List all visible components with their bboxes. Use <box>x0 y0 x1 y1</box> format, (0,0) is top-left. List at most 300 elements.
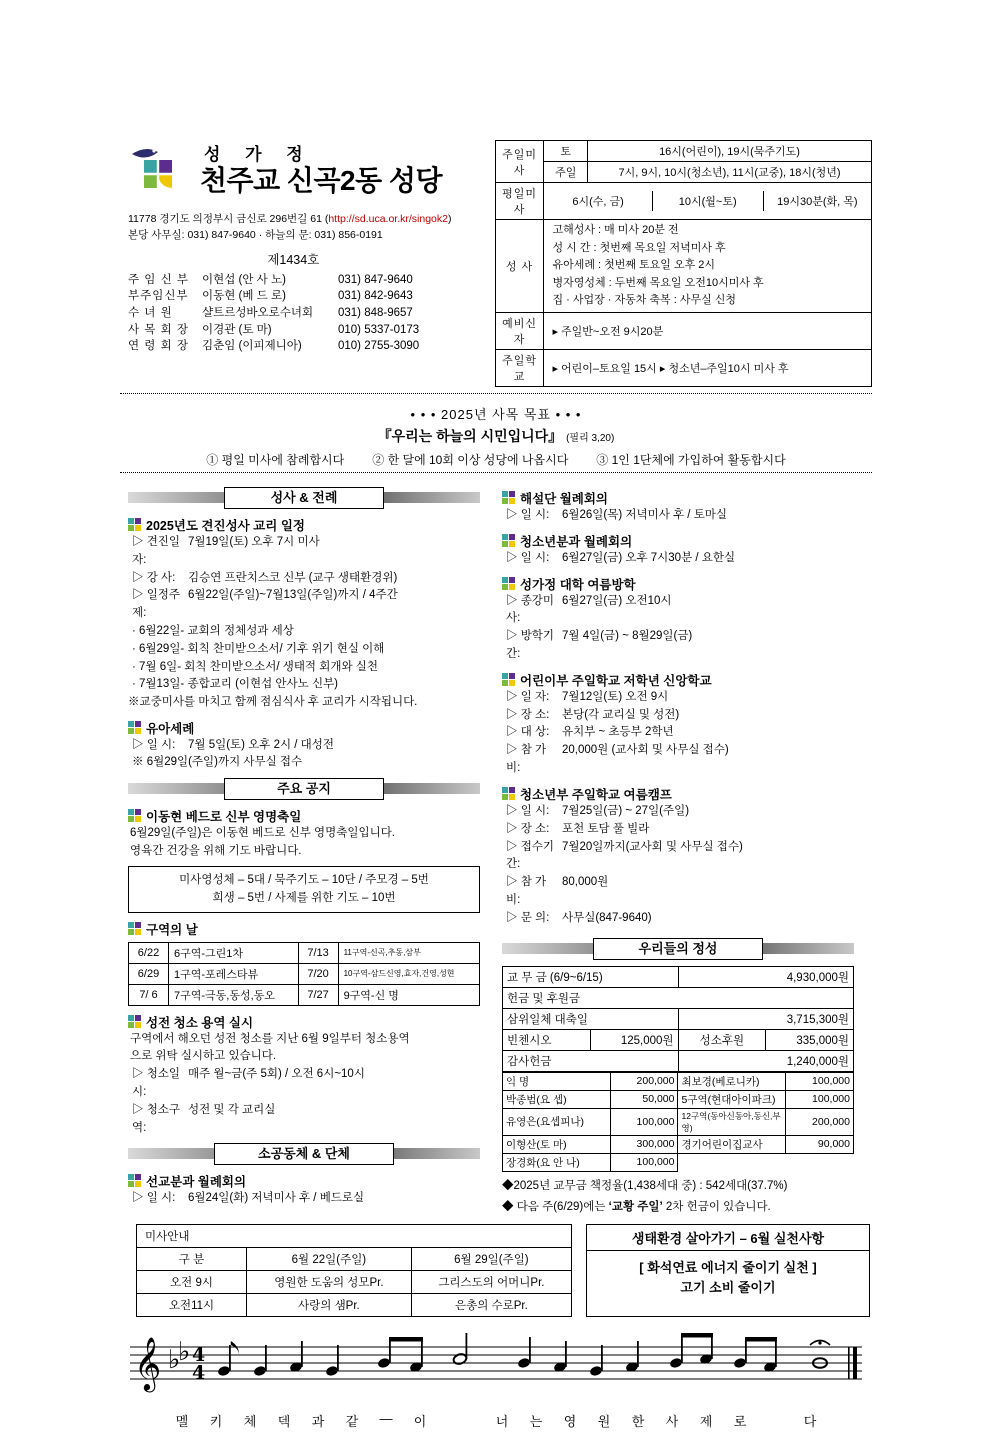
cross-icon <box>128 518 141 531</box>
lyric-syllable: 이 <box>413 1413 427 1429</box>
lyric-syllable: 멜 <box>175 1413 189 1429</box>
district-date: 7/27 <box>298 984 338 1005</box>
detail-key: ▷ 일 시: <box>506 508 550 521</box>
cleaning-body-1: 구역에서 해오던 성전 청소를 지난 6월 9일부터 청소용역 <box>130 1032 410 1045</box>
eco-line-1: [ 화석연료 에너지 줄이기 실천 ] <box>639 1259 817 1275</box>
detail-line <box>506 507 854 525</box>
detail-value: 7월 5일(토) 오후 2시 / 대성전 <box>188 738 334 751</box>
item-title: 어린이부 주일학교 저학년 신앙학교 <box>520 673 712 688</box>
staff-role: 연 령 회 장 <box>128 340 190 353</box>
eco-line-2: 고기 소비 줄이기 <box>680 1280 776 1296</box>
detail-line <box>132 534 480 570</box>
district-name: 1구역-포레스타뷰 <box>169 963 299 984</box>
staff-name: 이경관 (토 마) <box>202 323 272 336</box>
donor-amount: 200,000 <box>786 1108 854 1135</box>
music-score <box>120 1323 872 1433</box>
detail-line <box>506 550 854 568</box>
district-date: 7/ 6 <box>129 984 169 1005</box>
content-columns <box>0 473 992 1214</box>
detail-key: ▷ 종강미사: <box>506 594 555 625</box>
section-header-sacraments <box>128 487 480 509</box>
issue-number: 제1434호 <box>267 252 320 267</box>
gyomu-value: 4,930,000원 <box>678 966 854 987</box>
goal-quote <box>0 426 992 446</box>
detail-value: 7월19일(토) 오후 7시 미사 <box>188 535 320 548</box>
detail-key: ▷ 장 소: <box>506 708 550 721</box>
table-row <box>503 1072 854 1090</box>
detail-line <box>506 689 854 707</box>
svg-text:𝄞: 𝄞 <box>134 1335 162 1390</box>
detail-line <box>506 874 854 910</box>
staff-row <box>128 338 479 355</box>
item-title: 해설단 월례회의 <box>520 491 608 506</box>
table-row <box>137 1224 572 1247</box>
cross-icon <box>128 721 141 734</box>
sunday-label: 주일 <box>544 162 588 183</box>
detail-line <box>132 570 480 588</box>
detail-value: 6월24일(화) 저녁미사 후 / 베드로실 <box>188 1192 365 1205</box>
item-body <box>132 737 480 773</box>
item-infant-baptism <box>128 719 480 773</box>
parish-office-phones: 본당 사무실: 031) 847-9640 · 하늘의 문: 031) 856-0191 <box>128 229 383 242</box>
staff-role: 사 목 회 장 <box>128 323 190 336</box>
feast-body-2: 영육간 건강을 위해 기도 바랍니다. <box>130 844 302 857</box>
donor-amount: 200,000 <box>610 1072 678 1090</box>
district-name: 6구역-그린1차 <box>169 942 299 963</box>
detail-value: 본당(각 교리실 및 성전) <box>562 708 680 721</box>
detail-line <box>132 737 480 755</box>
staff-row <box>128 288 479 305</box>
district-date: 6/29 <box>129 963 169 984</box>
detail-value: 20,000원 (교사회 및 사무실 접수) <box>562 744 729 757</box>
item-title-row <box>502 671 854 689</box>
lyric-syllable: 로 <box>733 1413 747 1429</box>
offering-value: 125,000원 <box>590 1029 678 1050</box>
goal-item: ③ 1인 1단체에 가입하여 활동합시다 <box>596 452 786 467</box>
staff-tel: 010) 5337-0173 <box>338 323 420 336</box>
item-body <box>132 1190 480 1208</box>
weekday-mass-1: 6시(수, 금) <box>544 191 652 211</box>
table-row <box>503 1029 854 1050</box>
parish-title-block <box>200 146 442 195</box>
guide-value: 사랑의 샘Pr. <box>247 1293 412 1316</box>
section-header-notices <box>128 778 480 800</box>
mass-guide-table <box>136 1224 572 1317</box>
donor-name: 5구역(현대아이파크) <box>678 1090 786 1108</box>
detail-key: ▷ 견진일자: <box>132 535 181 566</box>
detail-value: 포천 토담 풀 빌라 <box>562 822 650 835</box>
baptism-note: ※ 6월29일(주일)까지 사무실 접수 <box>132 756 303 769</box>
lyric-syllable: 영 <box>563 1413 577 1429</box>
parish-small-title: 성 가 정 <box>204 145 313 165</box>
donor-name: 유영은(요셉피나) <box>503 1108 611 1135</box>
section-header-community <box>128 1143 480 1165</box>
item-body <box>132 534 480 694</box>
donor-amount: 50,000 <box>610 1090 678 1108</box>
staff-tel: 010) 2755-3090 <box>338 340 420 353</box>
detail-line <box>132 1066 480 1102</box>
feast-body-1: 6월29일(주일)은 이동현 베드로 신부 영명축일입니다. <box>130 827 395 840</box>
item-body <box>506 689 854 778</box>
donor-amount: 100,000 <box>786 1072 854 1090</box>
donor-amount: 100,000 <box>610 1108 678 1135</box>
staff-name: 이동현 (베 드 로) <box>202 290 286 303</box>
detail-key: ▷ 장 소: <box>506 822 550 835</box>
item-title-row <box>502 489 854 507</box>
staff-name: 김춘임 (이피제니아) <box>202 340 302 353</box>
guide-value: 은총의 수로Pr. <box>411 1293 571 1316</box>
donor-name: 이형산(토 마) <box>503 1135 611 1153</box>
goal-quote-text: 『우리는 하늘의 시민입니다』 <box>377 427 563 444</box>
item-title: 성가정 대학 여름방학 <box>520 577 636 592</box>
goal-quote-ref: (필리 3,20) <box>566 432 615 444</box>
item-title-row <box>128 807 480 825</box>
detail-value: 7월 4일(금) ~ 8월29일(금) <box>562 630 693 643</box>
svg-text:♭: ♭ <box>178 1336 191 1367</box>
parish-logo-icon <box>128 140 190 202</box>
detail-value: 6월27일(금) 오전10시 <box>562 594 672 607</box>
item-body <box>506 507 854 525</box>
staff-tel: 031) 847-9640 <box>338 273 413 286</box>
donor-amount: 100,000 <box>610 1153 678 1171</box>
detail-line <box>506 821 854 839</box>
address-tail: ) <box>448 213 452 225</box>
table-row <box>503 1108 854 1135</box>
topic-line: · 7월13일- 종합교리 (이현섭 안사노 신부) <box>132 678 339 691</box>
section-header-offering <box>502 938 854 960</box>
table-row <box>503 1153 854 1171</box>
detail-line <box>132 1190 480 1208</box>
thanksgiving-table <box>502 1072 854 1172</box>
left-column <box>128 481 480 1214</box>
item-body <box>506 550 854 568</box>
weekday-mass-3: 19시30분(화, 목) <box>777 196 858 208</box>
guide-time: 오전 9시 <box>137 1270 247 1293</box>
table-row <box>129 963 480 984</box>
eco-practice-box <box>586 1224 870 1317</box>
item-title-row <box>128 719 480 737</box>
detail-value: 김승연 프란치스코 신부 (교구 생태환경위) <box>188 571 398 584</box>
detail-line <box>506 628 854 664</box>
detail-line <box>506 724 854 742</box>
sunday-school-label: 주일학교 <box>495 349 544 386</box>
weekday-mass-label: 평일미사 <box>495 183 544 220</box>
detail-value: 80,000원 <box>562 876 609 889</box>
lyric-syllable: 키 <box>209 1413 223 1429</box>
guide-col-2: 6월 29일(주일) <box>411 1247 571 1270</box>
detail-value: 7월20일까지(교사회 및 사무실 접수) <box>562 840 743 853</box>
detail-value: 6월27일(금) 오후 7시30분 / 요한실 <box>562 551 736 564</box>
detail-value: 6월22일(주일)~7월13일(주일)까지 / 4주간 <box>188 589 398 602</box>
detail-key: ▷ 접수기간: <box>506 840 555 871</box>
goal-items <box>0 451 992 468</box>
donor-amount: 300,000 <box>610 1135 678 1153</box>
detail-key: ▷ 청소일시: <box>132 1068 181 1098</box>
guide-col-0: 구 분 <box>137 1247 247 1270</box>
table-row <box>503 966 854 987</box>
detail-key: ▷ 일 시: <box>132 1192 176 1205</box>
item-title: 구역의 날 <box>146 922 198 937</box>
detail-key: ▷ 일 자: <box>506 690 550 703</box>
detail-line <box>506 839 854 875</box>
detail-line <box>506 910 854 928</box>
detail-value: 6월26일(목) 저녁미사 후 / 토마실 <box>562 508 728 521</box>
item-title: 이동현 베드로 신부 영명축일 <box>146 810 302 825</box>
donor-name: 박종범(요 셉) <box>503 1090 611 1108</box>
logo-row <box>128 140 479 202</box>
sunday-value: 7시, 9시, 10시(청소년), 11시(교중), 18시(청년) <box>588 162 872 183</box>
sacrament-line: 집 · 사업장 · 자동차 축복 : 사무실 신청 <box>552 294 737 307</box>
svg-text:♭: ♭ <box>168 1344 181 1375</box>
offering-footnote-2 <box>502 1198 854 1214</box>
detail-key: ▷ 문 의: <box>506 911 550 924</box>
parish-website-link[interactable]: http://sd.uca.or.kr/singok2 <box>328 213 448 225</box>
guide-value: 그리스도의 어머니Pr. <box>411 1270 571 1293</box>
sacrament-line: 성 시 간 : 첫번째 목요일 저녁미사 후 <box>552 241 726 254</box>
section-title: 성사 & 전례 <box>224 487 384 509</box>
lyric-syllable: 한 <box>631 1413 645 1429</box>
foot2-highlight: ‘교황 주일’ <box>608 1200 663 1213</box>
district-name: 9구역-신 명 <box>338 984 479 1005</box>
offering-value: 3,715,300원 <box>678 1008 854 1029</box>
lyric-syllable: — <box>379 1410 393 1426</box>
table-row <box>137 1247 572 1270</box>
topic-line: · 6월29일- 회칙 찬미받으소서/ 기후 위기 현실 이해 <box>132 642 385 655</box>
cross-icon <box>128 922 141 935</box>
cleaning-details <box>132 1066 480 1137</box>
item-title: 성전 청소 용역 실시 <box>146 1015 254 1030</box>
empty-cell <box>786 1153 854 1171</box>
divider <box>120 393 872 394</box>
donor-name: 12구역(동아신동아,동신,부영) <box>678 1108 786 1135</box>
eco-title: 생태환경 살아가기 – 6월 실천사항 <box>587 1225 869 1251</box>
offering-label: 감사헌금 <box>503 1050 679 1071</box>
cross-icon <box>128 1174 141 1187</box>
detail-value: 유치부 ~ 초등부 2학년 <box>562 726 674 739</box>
donor-name: 익 명 <box>503 1072 611 1090</box>
header-left <box>128 140 479 355</box>
detail-key: ▷ 일 시: <box>506 551 550 564</box>
sacrament-line: 고해성사 : 매 미사 20분 전 <box>552 224 679 236</box>
lyric-spacer <box>757 1411 793 1430</box>
offering-label: 삼위일체 대축일 <box>503 1008 679 1029</box>
guide-value: 영원한 도움의 성모Pr. <box>247 1270 412 1293</box>
district-date: 7/20 <box>298 963 338 984</box>
table-row <box>137 1270 572 1293</box>
section-title: 주요 공지 <box>224 778 384 800</box>
item-mission-meeting <box>128 1172 480 1208</box>
detail-key: ▷ 청소구역: <box>132 1103 181 1134</box>
staff-tel: 031) 842-9643 <box>338 290 413 303</box>
sacrament-line: 병자영성체 : 두번째 목요일 오전10시미사 후 <box>552 276 764 289</box>
cross-icon <box>502 491 515 504</box>
cross-icon <box>502 673 515 686</box>
table-row <box>503 1008 854 1029</box>
spiritual-bouquet-box <box>128 866 480 913</box>
saturday-label: 토 <box>544 141 588 162</box>
detail-line <box>506 593 854 629</box>
detail-value: 성전 및 각 교리실 <box>188 1103 276 1116</box>
item-summer-vacation <box>502 575 854 664</box>
table-row <box>503 987 854 1008</box>
eco-body <box>587 1251 869 1305</box>
staff-list <box>128 272 479 355</box>
item-title-row <box>128 1013 480 1031</box>
item-body <box>506 803 854 928</box>
section-title: 우리들의 정성 <box>593 938 763 960</box>
district-name: 10구역-삼드신영,효자,건영,성현 <box>338 963 479 984</box>
staff-row <box>128 305 479 322</box>
item-title-row <box>502 785 854 803</box>
item-district-day <box>128 920 480 1006</box>
lyric-syllable: 덱 <box>277 1413 291 1429</box>
staff-role: 수 녀 원 <box>128 306 173 319</box>
item-title-row <box>128 920 480 938</box>
guide-title: 미사안내 <box>137 1224 572 1247</box>
staff-row <box>128 322 479 339</box>
item-commentator-meeting <box>502 489 854 525</box>
svg-text:4: 4 <box>192 1343 206 1366</box>
staff-name: 이현섭 (안 사 노) <box>202 273 286 286</box>
cross-icon <box>128 809 141 822</box>
district-name: 7구역-극동,동성,동오 <box>169 984 299 1005</box>
detail-value: 사무실(847-9640) <box>562 911 652 924</box>
item-title: 선교분과 월례회의 <box>146 1175 247 1190</box>
item-title-row <box>128 516 480 534</box>
staff-name: 샬트르성바오로수녀회 <box>202 306 314 319</box>
detail-line <box>506 803 854 821</box>
item-youth-dept-meeting <box>502 532 854 568</box>
offering-label: 성소후원 <box>678 1029 766 1050</box>
table-row <box>129 984 480 1005</box>
sacrament-line: 유아세례 : 첫번째 토요일 오후 2시 <box>552 259 716 272</box>
cross-icon <box>128 1015 141 1028</box>
detail-key: ▷ 일 시: <box>506 804 550 817</box>
gyomu-label: 교 무 금 (6/9~6/15) <box>503 966 679 987</box>
detail-key: ▷ 대 상: <box>506 726 550 739</box>
table-row <box>503 1050 854 1071</box>
pastoral-goal <box>0 404 992 468</box>
guide-col-1: 6월 22일(주일) <box>247 1247 412 1270</box>
foot2-pre: ◆ 다음 주(6/29)에는 <box>502 1200 609 1213</box>
detail-key: ▷ 일 시: <box>132 738 176 751</box>
table-row <box>503 1090 854 1108</box>
detail-key: ▷ 강 사: <box>132 571 176 584</box>
weekday-mass-2: 10시(월~토) <box>652 191 763 211</box>
staff-role: 부주임신부 <box>128 290 189 303</box>
bottom-section <box>0 1214 992 1317</box>
offering-value: 335,000원 <box>766 1029 854 1050</box>
offering-table <box>502 966 854 1072</box>
detail-value: 7월25일(금) ~ 27일(주일) <box>562 804 690 817</box>
detail-key: ▷ 참 가 비: <box>506 876 547 906</box>
item-name-day <box>128 807 480 912</box>
item-title-row <box>128 1172 480 1190</box>
table-row <box>503 1135 854 1153</box>
address-text: 11778 경기도 의정부시 금신로 296번길 61 ( <box>128 213 329 225</box>
item-faith-school <box>502 671 854 778</box>
item-title-row <box>502 575 854 593</box>
parish-big-title: 천주교 신곡2동 성당 <box>200 165 443 197</box>
sunday-school-value: ▸ 어린이–토요일 15시 ▸ 청소년–주일10시 미사 후 <box>544 349 872 386</box>
detail-line <box>132 587 480 623</box>
empty-cell <box>678 1153 786 1171</box>
offering-subheader: 헌금 및 후원금 <box>503 987 854 1008</box>
item-cleaning-service <box>128 1013 480 1138</box>
detail-value: 매주 월~금(주 5회) / 오전 6시~10시 <box>188 1068 365 1081</box>
item-confirmation <box>128 516 480 712</box>
table-row <box>129 942 480 963</box>
lyric-syllable: 체 <box>243 1413 257 1429</box>
detail-value: 7월12일(토) 오전 9시 <box>562 690 669 703</box>
bouquet-line-2: 희생 – 5번 / 사제를 위한 기도 – 10번 <box>212 892 396 905</box>
donor-amount: 100,000 <box>786 1090 854 1108</box>
confirmation-footnote: ※교중미사를 마치고 함께 점심식사 후 교리가 시작됩니다. <box>128 696 418 709</box>
goal-item: ① 평일 미사에 참례합시다 <box>206 452 345 467</box>
mass-schedule-table <box>495 140 872 387</box>
goal-item: ② 한 달에 10회 이상 성당에 나옵시다 <box>372 452 569 467</box>
offering-label: 빈첸시오 <box>503 1029 591 1050</box>
foot2-post: 2차 헌금이 있습니다. <box>662 1200 771 1213</box>
lyric-syllable: 다 <box>803 1413 817 1429</box>
lyrics-row <box>120 1411 872 1430</box>
district-table <box>128 942 480 1006</box>
lyric-syllable: 제 <box>699 1413 713 1429</box>
lyric-syllable: 원 <box>597 1413 611 1429</box>
goal-title: • • • 2025년 사목 목표 • • • <box>410 406 582 422</box>
item-title: 청소년분과 월례회의 <box>520 534 633 549</box>
sunday-mass-label: 주일미사 <box>495 141 544 183</box>
detail-line <box>506 707 854 725</box>
item-youth-camp <box>502 785 854 928</box>
detail-line <box>132 1102 480 1138</box>
donor-name: 경기어린이집교사 <box>678 1135 786 1153</box>
district-date: 7/13 <box>298 942 338 963</box>
staff-tel: 031) 848-9657 <box>338 306 413 319</box>
donor-amount: 90,000 <box>786 1135 854 1153</box>
district-date: 6/22 <box>129 942 169 963</box>
lyric-spacer <box>437 1411 485 1430</box>
lyric-syllable: 너 <box>495 1413 509 1429</box>
item-title-row <box>502 532 854 550</box>
staff-role: 주 임 신 부 <box>128 273 190 286</box>
sacrament-label: 성 사 <box>495 220 544 313</box>
donor-name: 장경화(요 안 나) <box>503 1153 611 1171</box>
svg-text:4: 4 <box>192 1361 206 1384</box>
offering-value: 1,240,000원 <box>678 1050 854 1071</box>
district-name: 11구역-신곡,추동,삼부 <box>338 942 479 963</box>
lyric-syllable: 사 <box>665 1413 679 1429</box>
catechumen-value: ▸ 주일반~오전 9시20분 <box>544 312 872 349</box>
saturday-value: 16시(어린이), 19시(묵주기도) <box>588 141 872 162</box>
staff-row <box>128 272 479 289</box>
detail-key: ▷ 일정주제: <box>132 589 181 620</box>
detail-line <box>506 742 854 778</box>
item-title: 청소년부 주일학교 여름캠프 <box>520 787 672 802</box>
header <box>0 0 992 387</box>
table-row <box>137 1293 572 1316</box>
cross-icon <box>502 577 515 590</box>
bouquet-line-1: 미사영성체 – 5대 / 묵주기도 – 10단 / 주모경 – 5번 <box>179 873 429 886</box>
offering-footnote-1: ◆2025년 교무금 책정율(1,438세대 중) : 542세대(37.7%) <box>502 1179 788 1192</box>
item-body <box>506 593 854 664</box>
cross-icon <box>502 534 515 547</box>
cleaning-body-2: 으로 위탁 실시하고 있습니다. <box>130 1050 277 1063</box>
lyric-syllable: 는 <box>529 1413 543 1429</box>
parish-address <box>128 211 479 244</box>
section-title: 소공동체 & 단체 <box>214 1143 394 1165</box>
item-title: 2025년도 견진성사 교리 일정 <box>146 518 305 533</box>
